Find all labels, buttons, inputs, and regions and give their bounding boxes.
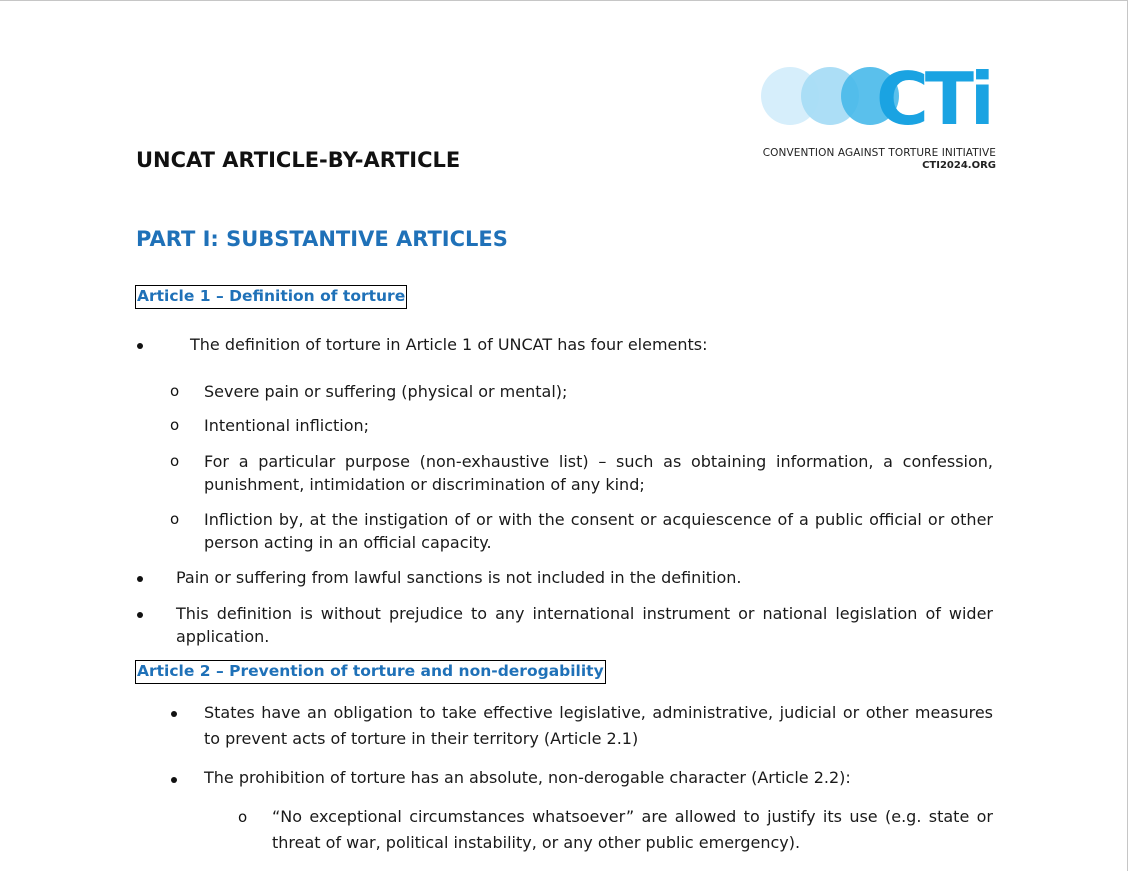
bullet-marker [137,343,143,349]
logo-wordmark: CTi [876,66,991,141]
sub-bullet-marker: o [170,416,180,434]
list-item: “No exceptional circumstances whatsoever” are allowed to justify its use (e.g. state or threat of war, political instability, or any other public emergency). [272,807,993,852]
bullet-marker [137,612,143,618]
list-item: The prohibition of torture has an absolute, non-derogable character (Article 2.2): [204,768,851,787]
bullet-marker [137,576,143,582]
sub-bullet-marker: o [170,382,180,400]
logo-url: CTI2024.ORG [922,160,996,171]
bullet-marker [171,777,177,783]
article-2-heading: Article 2 – Prevention of torture and non-derogability [135,660,606,684]
sub-bullet-marker: o [170,452,180,470]
list-item: The definition of torture in Article 1 of UNCAT has four elements: [190,335,708,354]
cti-logo-mark [758,66,996,146]
list-item: Intentional infliction; [204,416,370,435]
list-item: Pain or suffering from lawful sanctions is not included in the definition. [176,568,742,587]
list-item: For a particular purpose (non-exhaustive list) – such as obtaining information, a confession, punishment, intimidation or discrimination of any kind; [204,452,993,494]
article-1-heading: Article 1 – Definition of torture [135,285,407,309]
cti-logo [758,66,996,174]
list-item: States have an obligation to take effective legislative, administrative, judicial or other measures to prevent acts of torture in their territory (Article 2.1) [204,703,993,748]
list-item: Severe pain or suffering (physical or mental); [204,382,568,401]
sub-bullet-marker: o [238,808,248,826]
list-item: Infliction by, at the instigation of or with the consent or acquiescence of a public official or other person acting in an official capacity. [204,510,993,552]
list-item: This definition is without prejudice to any international instrument or national legislation of wider application. [176,604,993,646]
document-title: UNCAT ARTICLE-BY-ARTICLE [136,148,461,172]
logo-tagline: CONVENTION AGAINST TORTURE INITIATIVE [762,147,996,159]
bullet-marker [171,711,177,717]
part-heading: PART I: SUBSTANTIVE ARTICLES [136,227,508,251]
sub-bullet-marker: o [170,510,180,528]
